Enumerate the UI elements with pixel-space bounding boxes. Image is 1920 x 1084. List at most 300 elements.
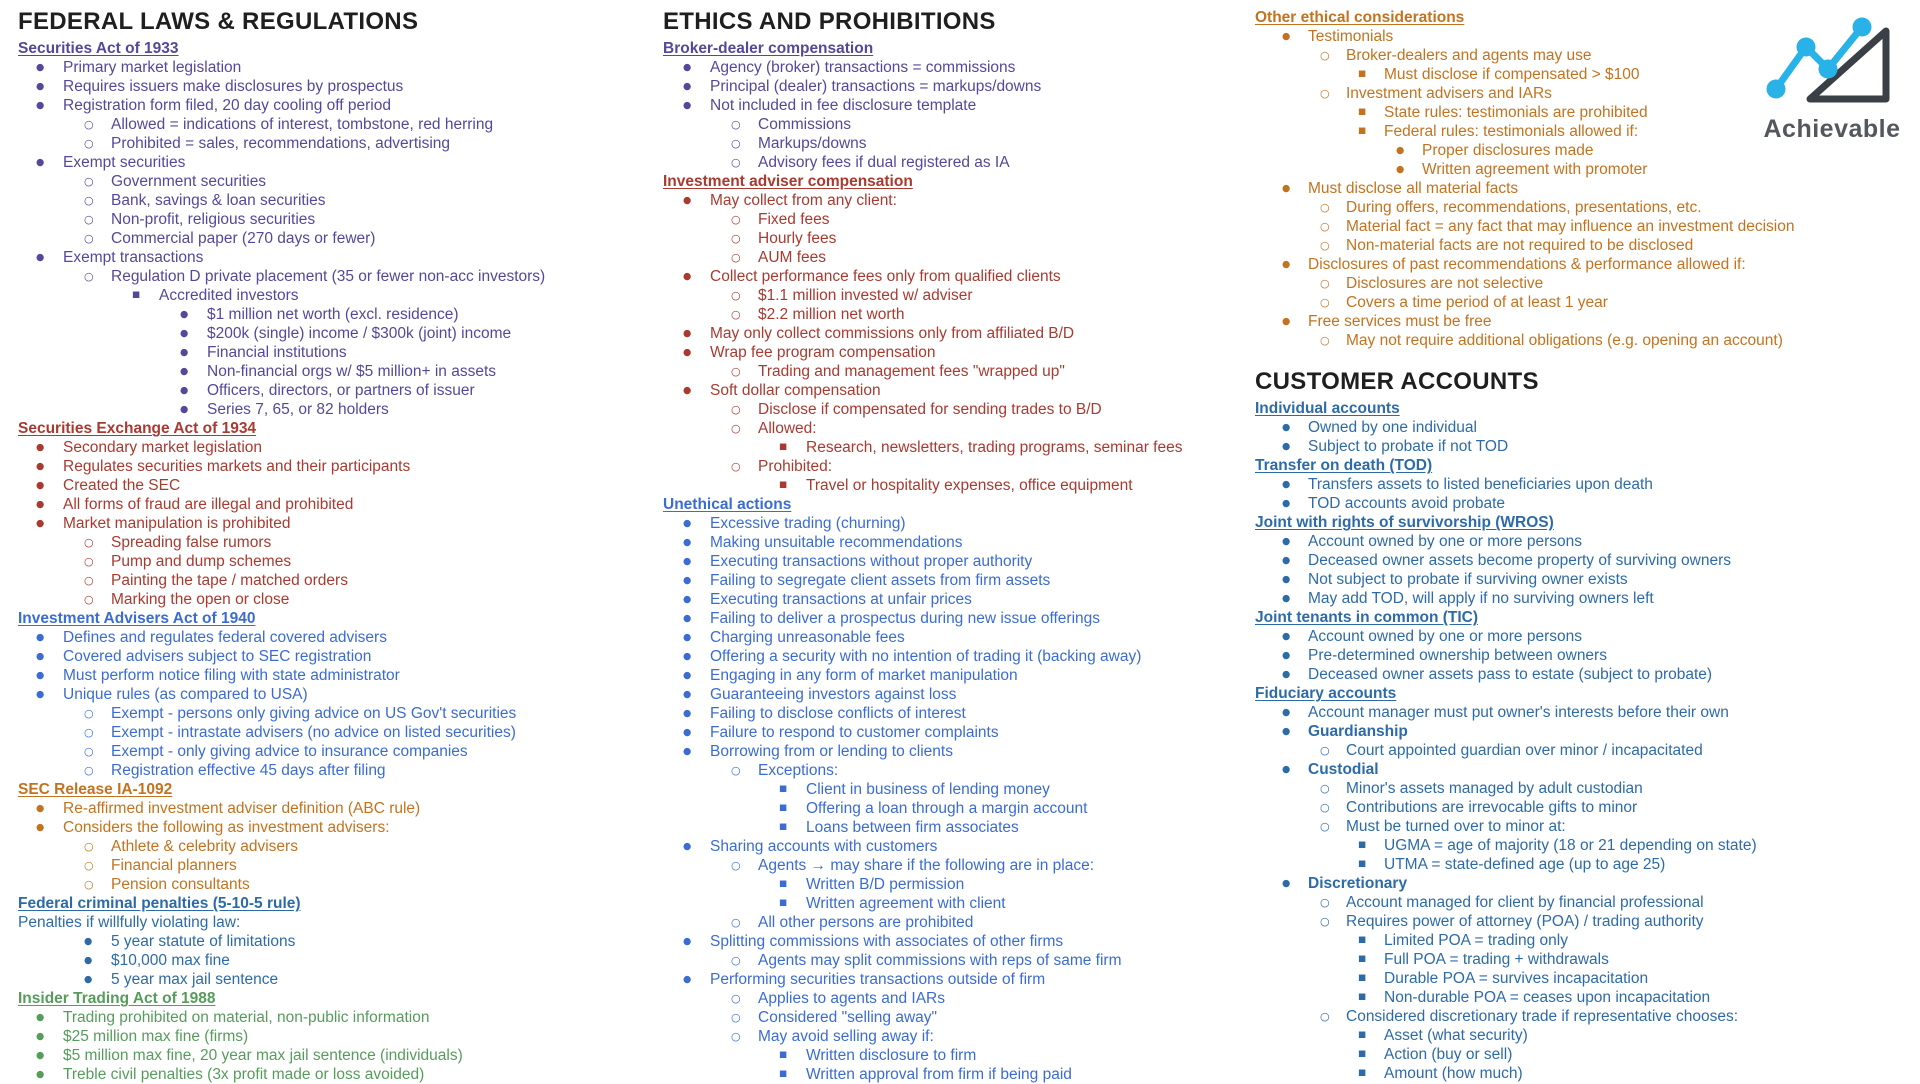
note-text: Account owned by one or more persons [1308,533,1582,550]
bullet-icon: ● [683,537,692,548]
note-line [18,1008,658,1027]
bullet-icon: ■ [1358,1049,1367,1059]
bullet-icon: ■ [779,1069,788,1079]
bullet-icon: ○ [84,137,94,150]
note-line [18,495,658,514]
bullet-icon: ○ [731,859,741,872]
note-text: Collect performance fees only from qualified clients [710,268,1061,285]
bullet-icon: ■ [1358,107,1367,117]
note-line [663,761,1251,780]
bullet-icon: ○ [84,764,94,777]
bullet-icon: ● [1282,422,1291,433]
note-text: Charging unreasonable fees [710,629,905,646]
bullet-icon: ● [1282,878,1291,889]
bullet-icon: ● [683,974,692,985]
bullet-icon: ● [683,328,692,339]
note-text: All other persons are prohibited [758,914,974,931]
note-text: Created the SEC [63,477,181,494]
note-text: Research, newsletters, trading programs, seminar fees [806,439,1183,456]
note-line [18,761,658,780]
bullet-icon: ■ [1358,69,1367,79]
note-text: Deceased owner assets become property of surviving owners [1308,552,1732,569]
section-heading: SEC Release IA-1092 [18,781,173,798]
bullet-icon: ● [683,594,692,605]
note-line [663,58,1251,77]
note-text: Non-material facts are not required to be disclosed [1346,237,1694,254]
column-header: FEDERAL LAWS & REGULATIONS [18,8,419,35]
note-line [663,742,1251,761]
note-line [1255,779,1920,798]
note-text: May collect from any client: [710,192,897,209]
note-text: Agents may split commissions with reps of same firm [758,952,1122,969]
note-line [18,172,658,191]
note-line [1255,274,1920,293]
note-text: Subject to probate if not TOD [1308,438,1509,455]
note-text: Regulates securities markets and their participants [63,458,411,475]
note-text: $25 million max fine (firms) [63,1028,249,1045]
note-line [18,590,658,609]
bullet-icon: ○ [84,536,94,549]
note-text: Guardianship [1308,723,1408,740]
section-heading: Fiduciary accounts [1255,685,1397,702]
bullet-icon: ● [84,936,93,947]
note-line [18,267,658,286]
note-text: Material fact = any fact that may influence an investment decision [1346,218,1795,235]
note-line [663,970,1251,989]
note-line [663,704,1251,723]
note-line [18,647,658,666]
bullet-icon: ■ [779,879,788,889]
note-text: Full POA = trading + withdrawals [1384,951,1609,968]
bullet-icon: ● [1282,441,1291,452]
bullet-icon: ● [1282,726,1291,737]
bullet-icon: ● [1282,183,1291,194]
bullet-icon: ● [36,1050,45,1061]
section-heading: Unethical actions [663,496,792,513]
bullet-icon: ■ [779,803,788,813]
note-text: Custodial [1308,761,1379,778]
note-line [1255,627,1920,646]
bullet-icon: ○ [84,574,94,587]
note-line [18,552,658,571]
note-text: Allowed: [758,420,817,437]
bullet-icon: ● [180,328,189,339]
bullet-icon: ● [1282,316,1291,327]
bullet-icon: ● [1396,164,1405,175]
note-line [663,1046,1251,1065]
note-line [1255,255,1920,274]
note-line [663,837,1251,856]
bullet-icon: ● [1282,707,1291,718]
bullet-icon: ○ [84,555,94,568]
note-line [18,210,658,229]
note-line [18,704,658,723]
note-line [663,343,1251,362]
bullet-icon: ● [36,461,45,472]
note-line [663,799,1251,818]
note-text: Exempt - persons only giving advice on US Gov't securities [111,705,517,722]
note-line [663,438,1251,457]
bullet-icon: ● [1282,498,1291,509]
bullet-icon: ○ [84,194,94,207]
note-text: Fixed fees [758,211,830,228]
note-text: Marking the open or close [111,591,290,608]
bullet-icon: ● [683,746,692,757]
note-text: Financial institutions [207,344,347,361]
bullet-icon: ● [36,632,45,643]
bullet-icon: ● [683,727,692,738]
note-text: Proper disclosures made [1422,142,1594,159]
note-text: Accredited investors [159,287,299,304]
note-text: May add TOD, will apply if no surviving owners left [1308,590,1654,607]
note-text: Exempt securities [63,154,186,171]
section-heading: Investment Advisers Act of 1940 [18,610,256,627]
note-text: All forms of fraud are illegal and prohibited [63,496,354,513]
bullet-icon: ○ [1320,220,1330,233]
bullet-icon: ● [36,499,45,510]
note-line [1255,160,1920,179]
note-text: Unique rules (as compared to USA) [63,686,308,703]
note-line [1255,836,1920,855]
logo-mark-icon [1766,14,1898,108]
note-line [1255,293,1920,312]
note-text: Prohibited = sales, recommendations, advertising [111,135,451,152]
bullet-icon: ● [1282,259,1291,270]
note-text: AUM fees [758,249,827,266]
note-line [18,324,658,343]
note-text: Considers the following as investment advisers: [63,819,390,836]
note-line [18,77,658,96]
note-text: Deceased owner assets pass to estate (subject to probate) [1308,666,1713,683]
note-line [663,894,1251,913]
bullet-icon: ● [84,974,93,985]
bullet-icon: ● [36,252,45,263]
bullet-icon: ● [683,347,692,358]
note-line [663,400,1251,419]
note-line [18,381,658,400]
note-text: Failure to respond to customer complaints [710,724,999,741]
note-line [1255,1007,1920,1026]
note-text: Client in business of lending money [806,781,1050,798]
bullet-icon: ○ [731,213,741,226]
bullet-icon: ● [1282,764,1291,775]
note-line [663,609,1251,628]
note-text: Not included in fee disclosure template [710,97,977,114]
note-line [18,742,658,761]
note-text: Investment advisers and IARs [1346,85,1552,102]
note-line [1255,589,1920,608]
bullet-icon: ○ [731,1011,741,1024]
note-line [1255,1026,1920,1045]
note-text: Guaranteeing investors against loss [710,686,957,703]
note-text: Account owned by one or more persons [1308,628,1582,645]
bullet-icon: ● [36,62,45,73]
note-text: Must perform notice filing with state administrator [63,667,400,684]
note-text: Spreading false rumors [111,534,272,551]
note-line [18,305,658,324]
note-text: May only collect commissions only from affiliated B/D [710,325,1075,342]
note-line [1255,912,1920,931]
section-heading: Securities Act of 1933 [18,40,179,57]
bullet-icon: ○ [731,365,741,378]
bullet-icon: ● [36,1012,45,1023]
note-line [1255,760,1920,779]
note-text: Exempt - only giving advice to insurance companies [111,743,468,760]
note-line [1255,1045,1920,1064]
note-text: Penalties if willfully violating law: [18,914,241,931]
note-line [663,362,1251,381]
column-other-customer-accounts [1255,0,1920,1083]
bullet-icon: ● [683,689,692,700]
note-line [18,685,658,704]
note-line [1255,418,1920,437]
column-header: CUSTOMER ACCOUNTS [1255,368,1539,395]
note-line [663,666,1251,685]
note-text: Not subject to probate if surviving owner exists [1308,571,1628,588]
note-line [1255,893,1920,912]
note-text: Primary market legislation [63,59,242,76]
note-text: Written disclosure to firm [806,1047,977,1064]
bullet-icon: ● [36,100,45,111]
note-text: 5 year max jail sentence [111,971,279,988]
achievable-logo [1752,14,1912,144]
bullet-icon: ■ [1358,1068,1367,1078]
note-text: Athlete & celebrity advisers [111,838,298,855]
note-line [18,932,658,951]
note-text: Offering a security with no intention of trading it (backing away) [710,648,1142,665]
note-line [1255,179,1920,198]
section-heading: Securities Exchange Act of 1934 [18,420,257,437]
note-line [1255,874,1920,893]
note-text: State rules: testimonials are prohibited [1384,104,1648,121]
note-line [663,248,1251,267]
section-heading: Individual accounts [1255,400,1400,417]
note-text: 5 year statute of limitations [111,933,296,950]
bullet-icon: ○ [1320,896,1330,909]
note-line [18,96,658,115]
note-text: Written agreement with client [806,895,1006,912]
note-line [1255,1064,1920,1083]
note-text: $1.1 million invested w/ adviser [758,287,973,304]
note-text: Principal (dealer) transactions = markups/downs [710,78,1042,95]
note-line [663,590,1251,609]
note-line [18,229,658,248]
note-line [1255,950,1920,969]
bullet-icon: ○ [84,726,94,739]
note-line [18,134,658,153]
bullet-icon: ■ [1358,992,1367,1002]
bullet-icon: ● [180,347,189,358]
note-line [1255,551,1920,570]
bullet-icon: ■ [1358,954,1367,964]
note-line [663,1065,1251,1084]
bullet-icon: ■ [779,898,788,908]
note-line [1255,331,1920,350]
bullet-icon: ● [683,62,692,73]
note-text: Travel or hospitality expenses, office equipment [806,477,1133,494]
note-line [663,628,1251,647]
bullet-icon: ● [683,670,692,681]
bullet-icon: ■ [779,784,788,794]
section-heading: Transfer on death (TOD) [1255,457,1433,474]
bullet-icon: ● [36,651,45,662]
bullet-icon: ● [1282,555,1291,566]
note-text: Requires issuers make disclosures by prospectus [63,78,404,95]
note-line [18,856,658,875]
note-text: Treble civil penalties (3x profit made or loss avoided) [63,1066,425,1083]
bullet-icon: ○ [731,916,741,929]
note-line [18,153,658,172]
note-text: Defines and regulates federal covered advisers [63,629,387,646]
note-line [663,818,1251,837]
bullet-icon: ■ [132,290,141,300]
note-line [18,818,658,837]
note-line [1255,931,1920,950]
bullet-icon: ○ [84,859,94,872]
note-text: Action (buy or sell) [1384,1046,1513,1063]
bullet-icon: ○ [731,403,741,416]
bullet-icon: ■ [1358,859,1367,869]
bullet-icon: ○ [1320,334,1330,347]
note-line [663,1027,1251,1046]
note-line [663,305,1251,324]
note-line [663,457,1251,476]
bullet-icon: ● [36,81,45,92]
note-line [663,229,1251,248]
note-line [1255,570,1920,589]
bullet-icon: ● [683,708,692,719]
bullet-icon: ● [683,100,692,111]
note-line [663,780,1251,799]
note-text: Transfers assets to listed beneficiaries upon death [1308,476,1653,493]
bullet-icon: ● [180,309,189,320]
note-text: Must disclose if compensated > $100 [1384,66,1640,83]
bullet-icon: ● [683,575,692,586]
bullet-icon: ○ [1320,239,1330,252]
note-text: Exempt - intrastate advisers (no advice on listed securities) [111,724,516,741]
logo-wordmark: Achievable [1763,115,1901,143]
note-line [663,514,1251,533]
bullet-icon: ● [683,518,692,529]
bullet-icon: ● [180,366,189,377]
note-line [663,1008,1251,1027]
bullet-icon: ■ [779,442,788,452]
bullet-icon: ○ [1320,915,1330,928]
note-line [1255,969,1920,988]
note-text: Sharing accounts with customers [710,838,938,855]
bullet-icon: ○ [731,232,741,245]
note-line [18,837,658,856]
note-text: Executing transactions at unfair prices [710,591,972,608]
note-text: Court appointed guardian over minor / incapacitated [1346,742,1703,759]
note-line [18,362,658,381]
bullet-icon: ○ [731,251,741,264]
note-text: Pension consultants [111,876,250,893]
bullet-icon: ■ [1358,973,1367,983]
note-line [1255,741,1920,760]
note-line [663,210,1251,229]
note-text: Covers a time period of at least 1 year [1346,294,1608,311]
note-line [1255,532,1920,551]
bullet-icon: ○ [1320,49,1330,62]
note-text: Amount (how much) [1384,1065,1523,1082]
note-line [663,723,1251,742]
note-line [18,248,658,267]
note-text: Excessive trading (churning) [710,515,906,532]
bullet-icon: ○ [1320,1010,1330,1023]
bullet-icon: ○ [84,593,94,606]
note-text: Minor's assets managed by adult custodian [1346,780,1643,797]
note-text: Market manipulation is prohibited [63,515,291,532]
bullet-icon: ● [1282,650,1291,661]
bullet-icon: ● [180,385,189,396]
note-line [663,685,1251,704]
note-text: Advisory fees if dual registered as IA [758,154,1010,171]
bullet-icon: ● [683,841,692,852]
note-text: Splitting commissions with associates of other firms [710,933,1064,950]
note-line [663,419,1251,438]
note-line [663,571,1251,590]
note-text: Covered advisers subject to SEC registration [63,648,372,665]
note-text: Applies to agents and IARs [758,990,945,1007]
bullet-icon: ● [36,803,45,814]
bullet-icon: ● [1282,593,1291,604]
note-text: Exempt transactions [63,249,204,266]
note-line [18,476,658,495]
note-text: Durable POA = survives incapacitation [1384,970,1649,987]
bullet-icon: ○ [1320,782,1330,795]
bullet-icon: ● [36,480,45,491]
bullet-icon: ● [683,632,692,643]
note-text: Asset (what security) [1384,1027,1528,1044]
bullet-icon: ○ [1320,801,1330,814]
note-text: Registration effective 45 days after filing [111,762,386,779]
note-line [18,666,658,685]
note-text: Markups/downs [758,135,867,152]
note-text: Limited POA = trading only [1384,932,1568,949]
bullet-icon: ● [1282,574,1291,585]
section-heading: Insider Trading Act of 1988 [18,990,216,1007]
note-line [663,153,1251,172]
note-text: Series 7, 65, or 82 holders [207,401,389,418]
note-text: UGMA = age of majority (18 or 21 depending on state) [1384,837,1757,854]
note-line [18,1065,658,1084]
note-text: May not require additional obligations (e.g. opening an account) [1346,332,1783,349]
bullet-icon: ● [1282,31,1291,42]
note-line [1255,236,1920,255]
note-text: Making unsuitable recommendations [710,534,963,551]
bullet-icon: ○ [84,270,94,283]
section-heading: Joint tenants in common (TIC) [1255,609,1479,626]
note-text: Free services must be free [1308,313,1492,330]
bullet-icon: ○ [731,289,741,302]
bullet-icon: ○ [731,137,741,150]
note-line [663,476,1251,495]
bullet-icon: ● [36,157,45,168]
note-line [663,267,1251,286]
section-heading: Federal criminal penalties (5-10-5 rule) [18,895,301,912]
note-text: Federal rules: testimonials allowed if: [1384,123,1639,140]
bullet-icon: ○ [731,156,741,169]
note-text: Testimonials [1308,28,1394,45]
bullet-icon: ● [1282,669,1291,680]
column-ethics-prohibitions [663,0,1251,1084]
note-line [18,723,658,742]
bullet-icon: ■ [1358,840,1367,850]
note-line [663,191,1251,210]
note-line [663,647,1251,666]
note-line [663,913,1251,932]
